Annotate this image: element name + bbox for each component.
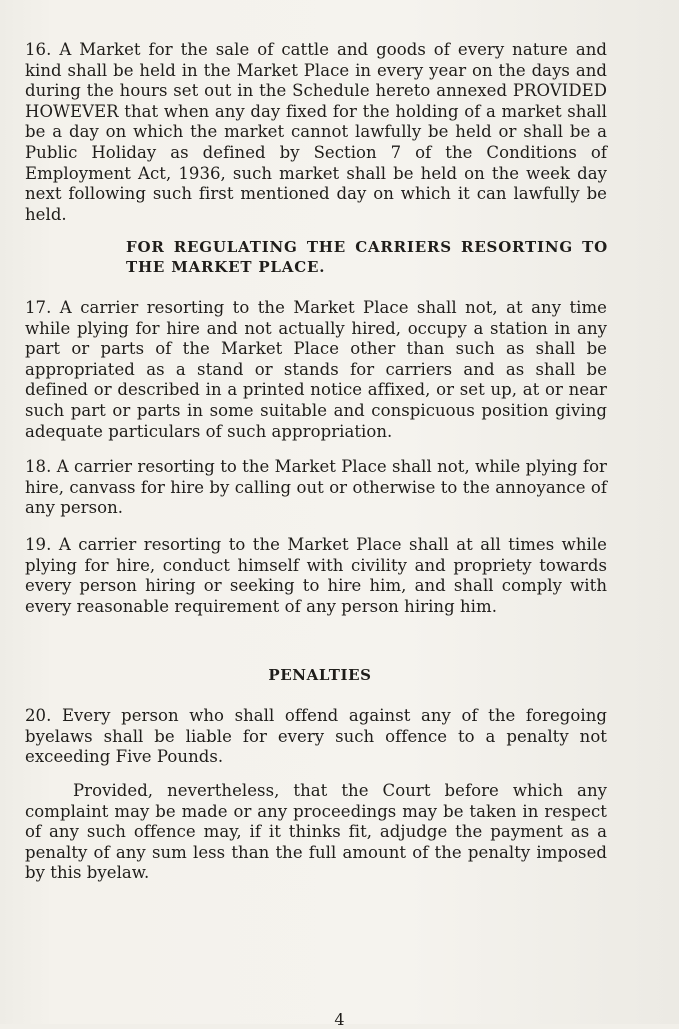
section-heading-penalties: PENALTIES	[268, 666, 372, 684]
byelaw-19: 19. A carrier resorting to the Market Place shall at all times while plying for hire, conduct himself with civility and propriety towards every person hiring or seeking to hire him, and shall comply with every reasonable requirement of any person hiring him.	[25, 535, 607, 616]
byelaw-18: 18. A carrier resorting to the Market Place shall not, while plying for hire, canvass for hire by calling out or otherwise to the annoyance of any person.	[25, 457, 607, 518]
byelaw-16: 16. A Market for the sale of cattle and goods of every nature and kind shall be held in the Market Place in every year on the days and during the hours set out in the Schedule hereto annexed PROVIDED HOWEVER that when any day fixed for the holding of a market shall be a day on which the market cannot lawfully be held or shall be a Public Holiday as defined by Section 7 of the Conditions of Employment Act, 1936, such market shall be held on the week day next following such first mentioned day on which it can lawfully be held.	[25, 40, 607, 224]
section-heading-carriers: FOR REGULATING THE CARRIERS RESORTING TO THE MARKET PLACE.	[126, 238, 608, 276]
page-number: 4	[334, 1010, 345, 1029]
byelaw-20: 20. Every person who shall offend against any of the foregoing byelaws shall be liable for every such offence to a penalty not exceeding Five Pounds.	[25, 706, 607, 767]
byelaw-17: 17. A carrier resorting to the Market Place shall not, at any time while plying for hire and not actually hired, occupy a station in any part or parts of the Market Place other than such as shall be appropriated as a stand or stands for carriers and as shall be defined or described in a printed notice affixed, or set up, at or near such part or parts in some suitable and conspicuous position giving adequate particulars of such appropriation.	[25, 298, 607, 441]
byelaw-proviso: Provided, nevertheless, that the Court before which any complaint may be made or any proceedings may be taken in respect of any such offence may, if it thinks fit, adjudge the payment as a penalty of any sum less than the full amount of the penalty imposed by this byelaw.	[25, 781, 607, 883]
